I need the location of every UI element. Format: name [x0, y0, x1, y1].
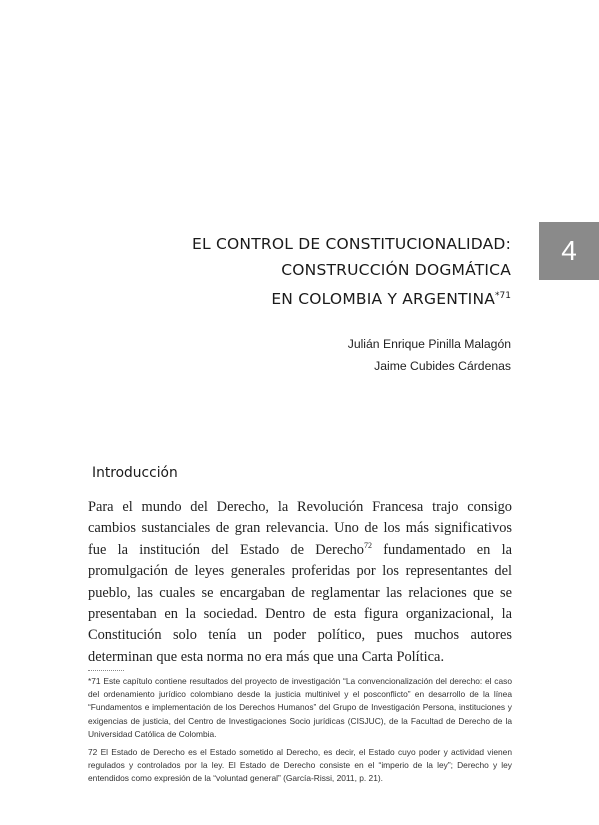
title-line-3	[192, 283, 511, 312]
title-line-3-text: EN COLOMBIA Y ARGENTINA	[271, 290, 496, 308]
body-text-part-1: Para el mundo del Derecho, la Revolución Francesa trajo consigo cambios sustanciales de gran relevancia. Uno de los más significativos fue la institución del Estado de Derecho	[88, 499, 512, 558]
footnote-72: 72 El Estado de Derecho es el Estado sometido al Derecho, es decir, el Estado cuyo poder y actividad vienen regulados y controlados por la ley. El Estado de Derecho consiste en el “imperio de la ley”; Derecho y ley entendidos como expresión de la “voluntad general” (García-Rissi, 2011, p. 21).	[88, 747, 512, 784]
authors	[348, 333, 511, 377]
title-line-2: CONSTRUCCIÓN DOGMÁTICA	[281, 261, 511, 279]
body-paragraph	[88, 497, 512, 668]
title-footnote-ref: *71	[495, 291, 511, 301]
chapter-title	[192, 231, 511, 312]
footnote-71: *71 Este capítulo contiene resultados del proyecto de investigación “La convencionalización del derecho: el caso del ordenamiento jurídico colombiano desde la justicia multinivel y el posconflicto” en desarrollo de la línea “Fundamentos e implementación de los Derechos Humanos” del Grupo de Investigación Persona, instituciones y exigencias de justicia, del Centro de Investigaciones Socio jurídicas (CISJUC), de la Facultad de Derecho de la Universidad Católica de Colombia.	[88, 676, 512, 739]
body-text-part-2: fundamentado en la promulgación de leyes generales proferidas por los representantes del pueblo, las cuales se encargaban de reglamentar las relaciones que se presentaban en la sociedad. Dentro de esta figura organizacional, la Constitución solo tenía un poder político, pues muchos autores determinan que esta norma no era más que una Carta Política.	[88, 541, 512, 665]
author-1: Julián Enrique Pinilla Malagón	[347, 337, 511, 351]
author-2: Jaime Cubides Cárdenas	[374, 359, 511, 373]
section-heading: Introducción	[92, 465, 178, 481]
chapter-number: 4	[561, 235, 577, 266]
footnotes	[88, 675, 512, 791]
title-line-1: EL CONTROL DE CONSTITUCIONALIDAD:	[192, 235, 511, 253]
body-footnote-ref: 72	[364, 540, 372, 550]
footnote-divider	[88, 670, 124, 671]
chapter-number-tab	[539, 222, 599, 280]
